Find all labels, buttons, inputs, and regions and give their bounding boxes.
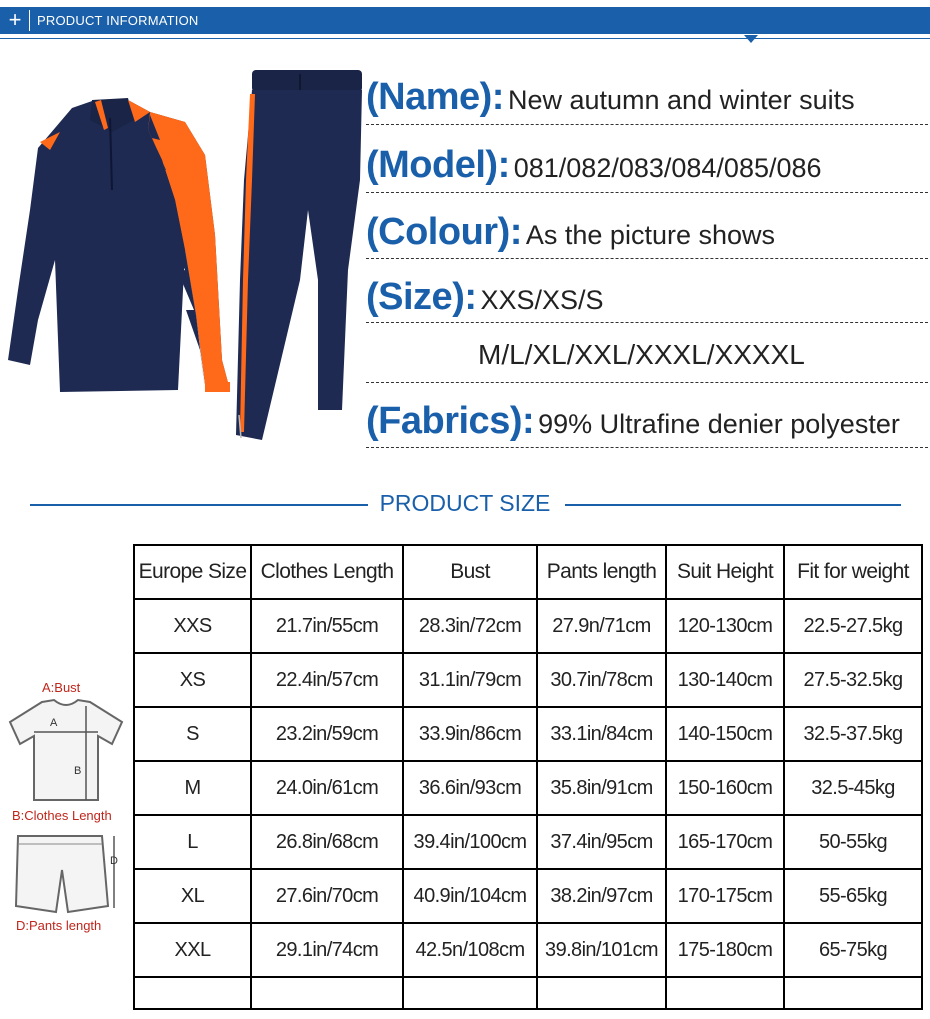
cell-empty (537, 977, 666, 1009)
header-europe-size: Europe Size (134, 545, 251, 599)
cell-bust: 28.3in/72cm (403, 599, 537, 653)
table-row (134, 923, 922, 977)
mark-a: A (50, 717, 58, 729)
jacket-illustration (8, 98, 230, 392)
table-row-empty (134, 977, 922, 1009)
cell-suit-height: 140-150cm (666, 707, 784, 761)
table-row (134, 707, 922, 761)
cell-bust: 42.5n/108cm (403, 923, 537, 977)
table-row (134, 653, 922, 707)
cell-clothes-length: 24.0in/61cm (251, 761, 403, 815)
cell-fit-for-weight: 27.5-32.5kg (784, 653, 922, 707)
header-bust: Bust (403, 545, 537, 599)
cell-bust: 39.4in/100cm (403, 815, 537, 869)
info-size-row-2 (478, 339, 930, 371)
pants-length-label: D:Pants length (16, 918, 102, 933)
cell-fit-for-weight: 65-75kg (784, 923, 922, 977)
cell-clothes-length: 26.8in/68cm (251, 815, 403, 869)
cell-clothes-length: 23.2in/59cm (251, 707, 403, 761)
cell-clothes-length: 29.1in/74cm (251, 923, 403, 977)
table-row (134, 599, 922, 653)
cell-fit-for-weight: 50-55kg (784, 815, 922, 869)
product-size-title: PRODUCT SIZE (379, 490, 551, 516)
cell-empty (666, 977, 784, 1009)
info-colour-row (366, 211, 926, 254)
cell-size: S (134, 707, 251, 761)
cell-clothes-length: 27.6in/70cm (251, 869, 403, 923)
cell-pants-length: 37.4in/95cm (537, 815, 666, 869)
mark-d: D (110, 855, 118, 867)
cell-bust: 40.9in/104cm (403, 869, 537, 923)
header-clothes-length: Clothes Length (251, 545, 403, 599)
dashed-divider (366, 124, 928, 125)
cell-suit-height: 150-160cm (666, 761, 784, 815)
name-value: New autumn and winter suits (507, 85, 855, 115)
model-value: 081/082/083/084/085/086 (513, 153, 822, 183)
header-underline (0, 38, 930, 39)
section-header-title: PRODUCT INFORMATION (37, 13, 199, 28)
cell-clothes-length: 22.4in/57cm (251, 653, 403, 707)
cell-suit-height: 130-140cm (666, 653, 784, 707)
model-key: (Model): (366, 144, 510, 186)
dashed-divider (366, 447, 928, 448)
shorts-icon (10, 828, 126, 918)
cell-pants-length: 30.7in/78cm (537, 653, 666, 707)
bust-label: A:Bust (42, 680, 81, 695)
plus-icon: + (8, 7, 22, 32)
cell-size: M (134, 761, 251, 815)
fabrics-key: (Fabrics): (366, 400, 535, 442)
cell-suit-height: 165-170cm (666, 815, 784, 869)
cell-fit-for-weight: 55-65kg (784, 869, 922, 923)
cell-pants-length: 39.8in/101cm (537, 923, 666, 977)
name-key: (Name): (366, 76, 504, 118)
cell-pants-length: 33.1in/84cm (537, 707, 666, 761)
cell-suit-height: 170-175cm (666, 869, 784, 923)
header-suit-height: Suit Height (666, 545, 784, 599)
cell-empty (784, 977, 922, 1009)
fabrics-value: 99% Ultrafine denier polyester (538, 409, 900, 439)
cell-size: L (134, 815, 251, 869)
cell-suit-height: 120-130cm (666, 599, 784, 653)
cell-clothes-length: 21.7in/55cm (251, 599, 403, 653)
cell-size: XL (134, 869, 251, 923)
header-divider (29, 10, 30, 31)
info-name-row (366, 76, 926, 119)
dashed-divider (366, 258, 928, 259)
cell-pants-length: 38.2in/97cm (537, 869, 666, 923)
cell-fit-for-weight: 32.5-37.5kg (784, 707, 922, 761)
cell-empty (251, 977, 403, 1009)
info-size-row (366, 276, 926, 319)
colour-key: (Colour): (366, 211, 522, 253)
header-pants-length: Pants length (537, 545, 666, 599)
dashed-divider (366, 192, 928, 193)
dashed-divider (366, 382, 928, 383)
table-header-row (134, 545, 922, 599)
cell-suit-height: 175-180cm (666, 923, 784, 977)
measurement-diagram (0, 676, 132, 936)
cell-bust: 33.9in/86cm (403, 707, 537, 761)
colour-value: As the picture shows (525, 220, 776, 250)
product-image (0, 60, 370, 450)
table-row (134, 869, 922, 923)
size-key: (Size): (366, 276, 477, 318)
info-fabrics-row (366, 400, 926, 443)
pants-illustration (236, 70, 362, 440)
header-notch (744, 35, 758, 43)
dashed-divider (366, 322, 928, 323)
cell-size: XXL (134, 923, 251, 977)
size-value-2: M/L/XL/XXL/XXXL/XXXXL (478, 339, 805, 370)
mark-b: B (74, 765, 82, 777)
table-row (134, 761, 922, 815)
clothes-length-label: B:Clothes Length (12, 808, 112, 823)
cell-pants-length: 27.9n/71cm (537, 599, 666, 653)
header-fit-for-weight: Fit for weight (784, 545, 922, 599)
cell-empty (403, 977, 537, 1009)
cell-bust: 36.6in/93cm (403, 761, 537, 815)
cell-fit-for-weight: 22.5-27.5kg (784, 599, 922, 653)
size-table (133, 544, 923, 1010)
size-value: XXS/XS/S (480, 285, 604, 315)
cell-size: XXS (134, 599, 251, 653)
cell-pants-length: 35.8in/91cm (537, 761, 666, 815)
table-row (134, 815, 922, 869)
cell-bust: 31.1in/79cm (403, 653, 537, 707)
cell-fit-for-weight: 32.5-45kg (784, 761, 922, 815)
cell-empty (134, 977, 251, 1009)
info-model-row (366, 144, 926, 187)
tshirt-icon (4, 696, 128, 806)
cell-size: XS (134, 653, 251, 707)
section-header-bar (0, 7, 930, 34)
